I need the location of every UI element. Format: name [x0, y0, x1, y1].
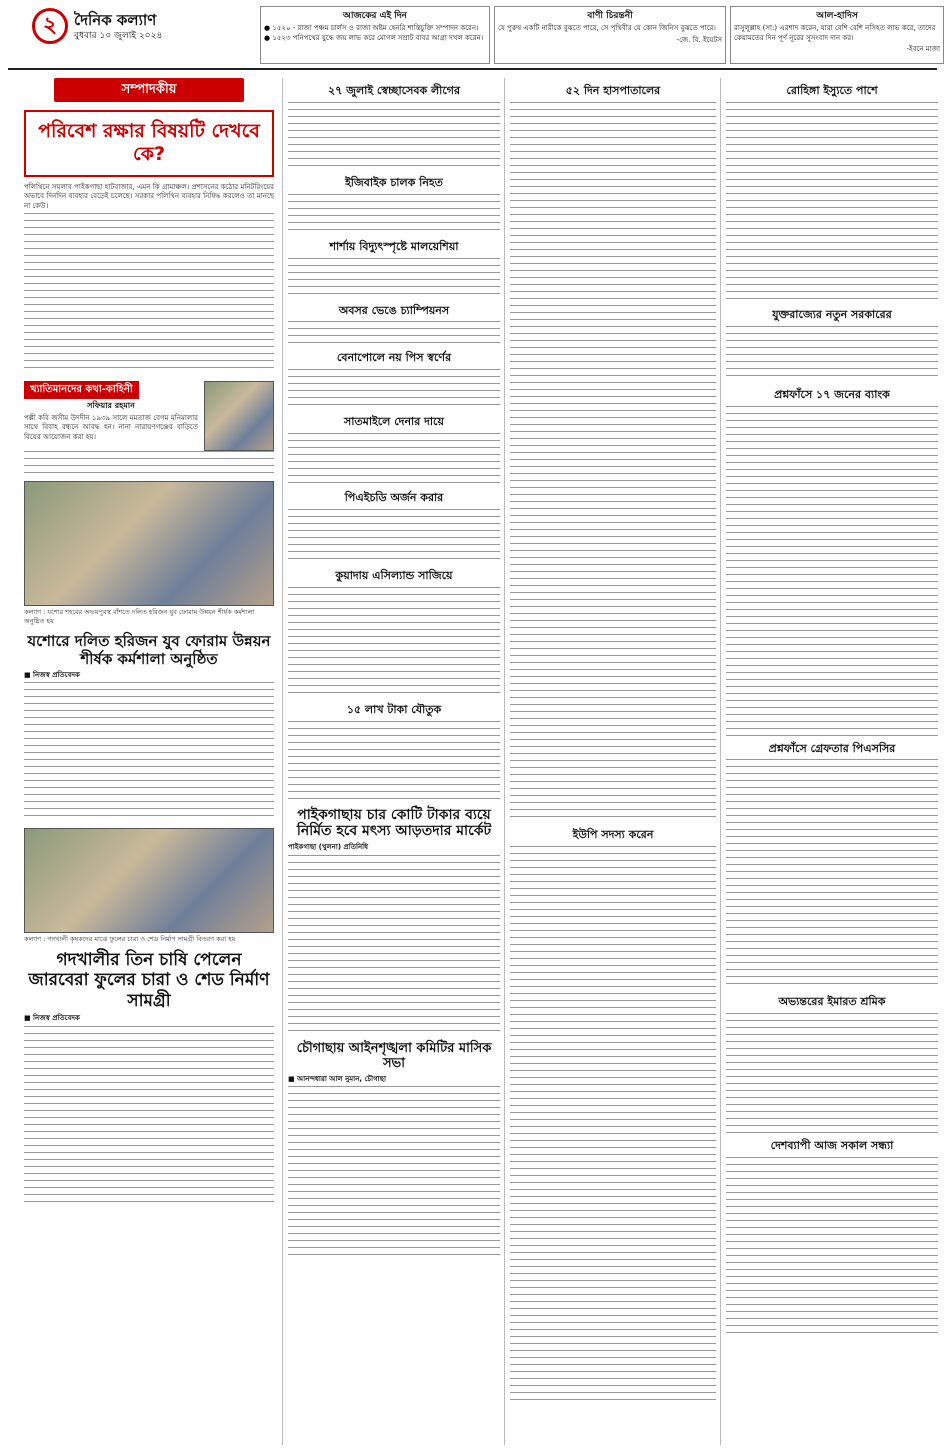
headline: ইউপি সদস্য করেন	[572, 827, 654, 841]
editorial-text-block	[24, 213, 274, 373]
headline: প্রশ্নফাঁসে গ্রেফতার পিএসসির	[768, 741, 896, 755]
text-block	[288, 1086, 500, 1256]
headline: ইজিবাইক চালক নিহত	[345, 175, 443, 189]
hadith-box	[730, 6, 944, 64]
headline: সাতমাইলে দেনার দায়ে	[344, 415, 444, 429]
headline-1: যশোরে দলিত হরিজন যুব ফোরাম উন্নয়ন শীর্ষক কর্মশালা অনুষ্ঠিত	[27, 631, 271, 668]
feature-body: পল্লী কবি জসীম উদদীন ১৯৩৯ সালে মমতাজ বেগম মনিমালার সাথে বিবাহ বন্ধনে আবদ্ধ হন। নানা নারায়ণগঞ্জের বাড়িতে বিয়ের আয়োজন করা হয়।	[24, 413, 198, 441]
headline: বেনাপোলে নয় পিস স্বর্ণের	[336, 351, 452, 365]
column-2	[282, 78, 500, 1445]
box-author: -ইবনে মাজা	[906, 45, 940, 54]
news-photo-1	[24, 481, 274, 606]
news-photo-2	[24, 828, 274, 933]
today-in-history-box	[260, 6, 490, 64]
text-block	[726, 1013, 938, 1133]
headline: শার্শায় বিদ্যুৎস্পৃষ্টে মালয়েশিয়া	[329, 239, 459, 253]
box-title: আল-হাদিস	[816, 11, 858, 21]
reporter-1: ■ নিজস্ব প্রতিবেদক	[24, 670, 80, 679]
photo-caption-1: কল্যাণ : যশোর শহরের অভয়পুরস্থ বাঁশতে দলিত হরিজন যুব ফোরাম উন্নয়ন শীর্ষক কর্মশালা অনুষ্ঠিত হয়	[24, 608, 255, 626]
headline: ২৭ জুলাই স্বেচ্ছাসেবক লীগের	[327, 84, 461, 97]
box-author: -জে. বি. ইয়েটস	[676, 35, 722, 44]
masthead	[8, 0, 940, 70]
editorial-body: পলিথিনে সয়লাব পাইকগাছা হাটবাজার, এমন কি গ্রামাঞ্চল। প্রশাসনের কঠোর মনিটরিংয়ের অভাবে দিনদিন ব্যবহার বেড়েই চলেছে। সরকার পলিথিন ব্যবহার নিষিদ্ধ করলেও তা মানছে না কেউ।	[24, 183, 274, 210]
headline: দেশব্যাপী আজ সকাল সন্ধ্যা	[770, 1139, 894, 1153]
text-block	[510, 846, 716, 1406]
reporter: পাইকগাছা (খুলনা) প্রতিনিধি	[288, 843, 369, 852]
headline-2: গদখালীর তিন চাষি পেলেন জারবেরা ফুলের চারা ও শেড নির্মাণ সামগ্রী	[28, 950, 270, 1011]
feature-author: সফিয়ার রহমান	[87, 400, 135, 410]
news1-text-block	[24, 682, 274, 822]
headline: পিএইচডি অর্জন করার	[344, 491, 444, 505]
paper-name: দৈনিক কল্যাণ	[74, 11, 157, 29]
text-block	[288, 194, 500, 234]
headline: ৫২ দিন হাসপাতালের	[565, 84, 661, 97]
box-body: ● ১৫২০ - রাজা পঞ্চম চার্লস ও রাজা অষ্টম হেনরি শান্তিচুক্তি সম্পাদন করেন। ● ১৫২৩ পনিপথের যুদ্ধে জয় লাভ করে মোগল সম্রাট বাবর আগ্রা দখল করেন।	[264, 24, 484, 42]
text-block	[288, 509, 500, 563]
box-title: বাণী চিরন্তনী	[587, 11, 633, 21]
feature-column	[24, 381, 274, 451]
headline: রোহিঙ্গা ইস্যুতে পাশে	[786, 84, 878, 97]
column-1	[24, 78, 274, 1445]
text-block	[288, 258, 500, 298]
text-block	[726, 759, 938, 989]
photo-caption-2: কল্যাণ : গদখালী কৃষকদের মাঝে ফুলের চারা ও শেড নির্মাণ সামগ্রী বিতরণ করা হয়	[24, 935, 236, 944]
news2-text-block	[24, 1026, 274, 1206]
reporter-2: ■ নিজস্ব প্রতিবেদক	[24, 1014, 80, 1023]
text-block	[726, 326, 938, 382]
column-3	[504, 78, 716, 1445]
text-block	[288, 369, 500, 409]
text-block	[288, 321, 500, 345]
text-block	[288, 855, 500, 1035]
text-block	[726, 406, 938, 736]
column-4	[720, 78, 938, 1445]
issue-date: বুধবার ১০ জুলাই ২০২৪	[74, 31, 163, 41]
text-block	[510, 102, 716, 822]
text-block	[288, 433, 500, 485]
section-title: সম্পাদকীয়	[54, 78, 244, 102]
text-block	[726, 102, 938, 302]
text-block	[726, 1157, 938, 1337]
headline: প্রশ্নফাঁসে ১৭ জনের ব্যাংক	[774, 387, 890, 401]
author-photo	[204, 381, 274, 451]
headline: ১৫ লাখ টাকা যৌতুক	[346, 702, 442, 716]
editorial-title: পরিবেশ রক্ষার বিষয়টি দেখবে কে?	[24, 110, 274, 178]
big-headline: পাইকগাছায় চার কোটি টাকার ব্যয়ে নির্মিত হবে মৎস্য আড়তদার মার্কেট	[296, 806, 492, 840]
page-number: ২	[32, 8, 68, 44]
reporter: ■ আনন্দধারা আল নুমান, চৌগাছা	[288, 1074, 386, 1083]
headline: অভ্যন্তরের ইমারত শ্রমিক	[778, 995, 886, 1009]
text-block	[288, 721, 500, 801]
feature-banner: খ্যাতিমানদের কথা-কাহিনী	[24, 381, 139, 399]
box-title: আজকের এই দিন	[343, 11, 407, 21]
quote-box	[494, 6, 726, 64]
headline: যুক্তরাজ্যের নতুন সরকারের	[772, 307, 892, 321]
headline: চৌগাছায় আইনশৃঙ্খলা কমিটির মাসিক সভা	[296, 1040, 492, 1072]
box-body: রাসুলুল্লাহ (সা:) এরশাদ করেন, যারা বেশি বেশি নসিহত লাভ করে, তাদের কেয়ামতের দিন পূর্ণ নূরের সুসংবাদ দান কর।	[734, 24, 936, 42]
headline: অবসর ভেঙে চ্যাম্পিয়নস	[338, 303, 450, 317]
text-block	[288, 587, 500, 697]
headline: কুয়াদায় এসিল্যান্ড সাজিয়ে	[335, 568, 453, 582]
box-body: যে পুরুষ একটি নারীকে বুঝতে পারে, সে পৃথিবীর যে কোন জিনিস বুঝতে পারে।	[498, 24, 716, 33]
text-block	[288, 102, 500, 170]
feature-text-block	[24, 451, 274, 475]
